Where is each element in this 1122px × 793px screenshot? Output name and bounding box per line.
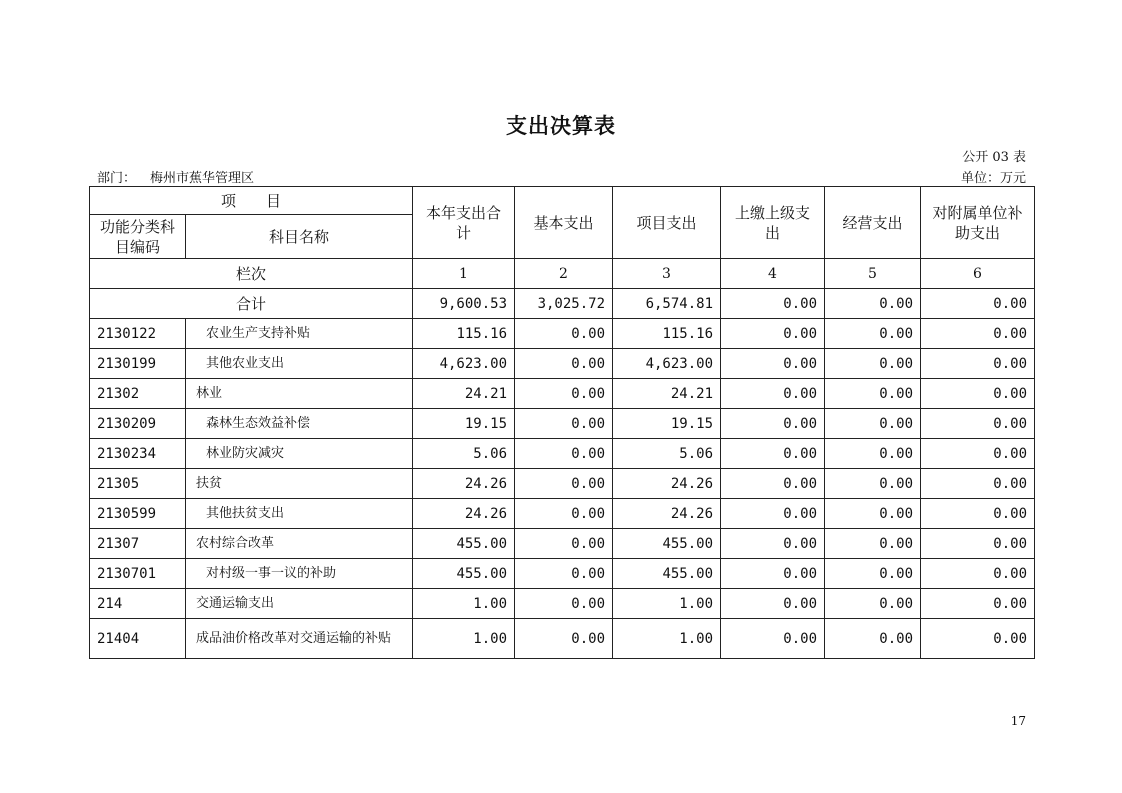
header-func-class: 功能分类科目编码 bbox=[90, 215, 186, 259]
department-value: 梅州市蕉华管理区 bbox=[150, 171, 255, 186]
row-code: 2130701 bbox=[90, 559, 186, 589]
row-value: 0.00 bbox=[515, 409, 613, 439]
row-value: 24.26 bbox=[613, 499, 721, 529]
row-value: 24.26 bbox=[613, 469, 721, 499]
row-code: 2130209 bbox=[90, 409, 186, 439]
row-value: 0.00 bbox=[515, 379, 613, 409]
table-row bbox=[90, 409, 1035, 439]
department-label: 部门： bbox=[97, 171, 137, 186]
total-value: 0.00 bbox=[721, 289, 825, 319]
row-value: 0.00 bbox=[721, 559, 825, 589]
row-name: 森林生态效益补偿 bbox=[186, 409, 413, 439]
row-name: 林业防灾减灾 bbox=[186, 439, 413, 469]
row-value: 0.00 bbox=[825, 619, 921, 659]
row-name: 其他农业支出 bbox=[186, 349, 413, 379]
row-value: 24.26 bbox=[413, 469, 515, 499]
row-value: 0.00 bbox=[721, 499, 825, 529]
row-value: 0.00 bbox=[921, 319, 1035, 349]
row-name: 农村综合改革 bbox=[186, 529, 413, 559]
row-value: 0.00 bbox=[921, 409, 1035, 439]
row-name: 扶贫 bbox=[186, 469, 413, 499]
header-col-2: 基本支出 bbox=[515, 187, 613, 259]
row-code: 2130599 bbox=[90, 499, 186, 529]
row-value: 0.00 bbox=[921, 529, 1035, 559]
row-value: 0.00 bbox=[825, 559, 921, 589]
row-name: 农业生产支持补贴 bbox=[186, 319, 413, 349]
row-value: 24.26 bbox=[413, 499, 515, 529]
row-value: 0.00 bbox=[921, 559, 1035, 589]
row-code: 214 bbox=[90, 589, 186, 619]
table-row bbox=[90, 379, 1035, 409]
page-title: 支出决算表 bbox=[506, 113, 616, 138]
row-value: 5.06 bbox=[613, 439, 721, 469]
row-value: 0.00 bbox=[825, 439, 921, 469]
row-code: 21302 bbox=[90, 379, 186, 409]
row-value: 0.00 bbox=[921, 439, 1035, 469]
row-name: 成品油价格改革对交通运输的补贴 bbox=[186, 619, 413, 659]
table-row bbox=[90, 589, 1035, 619]
row-value: 0.00 bbox=[721, 589, 825, 619]
total-value: 9,600.53 bbox=[413, 289, 515, 319]
row-value: 4,623.00 bbox=[613, 349, 721, 379]
row-value: 0.00 bbox=[825, 529, 921, 559]
row-value: 0.00 bbox=[721, 469, 825, 499]
lanci-6: 6 bbox=[921, 259, 1035, 289]
expenditure-table bbox=[89, 186, 1035, 659]
row-value: 0.00 bbox=[721, 619, 825, 659]
header-col-5: 经营支出 bbox=[825, 187, 921, 259]
row-value: 0.00 bbox=[921, 499, 1035, 529]
row-value: 0.00 bbox=[921, 349, 1035, 379]
table-row bbox=[90, 349, 1035, 379]
row-value: 115.16 bbox=[413, 319, 515, 349]
row-value: 0.00 bbox=[921, 379, 1035, 409]
row-value: 0.00 bbox=[515, 499, 613, 529]
form-number: 公开 03 表 bbox=[962, 150, 1026, 165]
row-value: 455.00 bbox=[613, 559, 721, 589]
row-code: 21404 bbox=[90, 619, 186, 659]
total-value: 3,025.72 bbox=[515, 289, 613, 319]
row-value: 0.00 bbox=[825, 409, 921, 439]
table-row bbox=[90, 469, 1035, 499]
row-value: 0.00 bbox=[921, 589, 1035, 619]
row-value: 0.00 bbox=[515, 559, 613, 589]
row-code: 21305 bbox=[90, 469, 186, 499]
header-col-4: 上缴上级支出 bbox=[721, 187, 825, 259]
row-value: 0.00 bbox=[825, 379, 921, 409]
department bbox=[97, 167, 254, 186]
row-value: 0.00 bbox=[721, 529, 825, 559]
row-value: 5.06 bbox=[413, 439, 515, 469]
header-item: 项 目 bbox=[90, 187, 413, 215]
header-col-1: 本年支出合计 bbox=[413, 187, 515, 259]
row-name: 其他扶贫支出 bbox=[186, 499, 413, 529]
row-value: 0.00 bbox=[921, 469, 1035, 499]
row-value: 1.00 bbox=[613, 619, 721, 659]
table-row bbox=[90, 529, 1035, 559]
lanci-4: 4 bbox=[721, 259, 825, 289]
row-value: 0.00 bbox=[515, 349, 613, 379]
lanci-5: 5 bbox=[825, 259, 921, 289]
row-value: 0.00 bbox=[721, 439, 825, 469]
header-col-6: 对附属单位补助支出 bbox=[921, 187, 1035, 259]
row-value: 4,623.00 bbox=[413, 349, 515, 379]
row-value: 0.00 bbox=[515, 589, 613, 619]
row-value: 19.15 bbox=[613, 409, 721, 439]
header-subject-name: 科目名称 bbox=[186, 215, 413, 259]
row-name: 林业 bbox=[186, 379, 413, 409]
total-value: 0.00 bbox=[825, 289, 921, 319]
row-code: 2130122 bbox=[90, 319, 186, 349]
row-value: 115.16 bbox=[613, 319, 721, 349]
unit-label: 单位：万元 bbox=[960, 171, 1026, 186]
page-number: 17 bbox=[1010, 714, 1026, 728]
row-code: 2130199 bbox=[90, 349, 186, 379]
table-row bbox=[90, 499, 1035, 529]
row-value: 0.00 bbox=[825, 499, 921, 529]
row-value: 1.00 bbox=[413, 589, 515, 619]
row-value: 0.00 bbox=[825, 469, 921, 499]
table-row bbox=[90, 559, 1035, 589]
row-value: 0.00 bbox=[515, 439, 613, 469]
lanci-3: 3 bbox=[613, 259, 721, 289]
row-value: 0.00 bbox=[825, 349, 921, 379]
row-value: 1.00 bbox=[613, 589, 721, 619]
row-value: 0.00 bbox=[825, 319, 921, 349]
row-value: 0.00 bbox=[515, 619, 613, 659]
row-value: 0.00 bbox=[515, 319, 613, 349]
table-row bbox=[90, 619, 1035, 659]
row-value: 455.00 bbox=[613, 529, 721, 559]
row-value: 24.21 bbox=[613, 379, 721, 409]
row-value: 0.00 bbox=[721, 319, 825, 349]
row-value: 1.00 bbox=[413, 619, 515, 659]
row-name: 对村级一事一议的补助 bbox=[186, 559, 413, 589]
header-col-3: 项目支出 bbox=[613, 187, 721, 259]
lanci-2: 2 bbox=[515, 259, 613, 289]
total-label: 合计 bbox=[90, 289, 413, 319]
row-value: 0.00 bbox=[515, 529, 613, 559]
lanci-1: 1 bbox=[413, 259, 515, 289]
row-name: 交通运输支出 bbox=[186, 589, 413, 619]
row-value: 0.00 bbox=[825, 589, 921, 619]
lanci-label: 栏次 bbox=[90, 259, 413, 289]
total-row bbox=[90, 289, 1035, 319]
row-value: 0.00 bbox=[721, 379, 825, 409]
row-code: 2130234 bbox=[90, 439, 186, 469]
table-row bbox=[90, 439, 1035, 469]
row-value: 0.00 bbox=[721, 349, 825, 379]
row-value: 0.00 bbox=[721, 409, 825, 439]
row-value: 0.00 bbox=[921, 619, 1035, 659]
table-row bbox=[90, 319, 1035, 349]
row-value: 0.00 bbox=[515, 469, 613, 499]
row-value: 19.15 bbox=[413, 409, 515, 439]
row-code: 21307 bbox=[90, 529, 186, 559]
total-value: 6,574.81 bbox=[613, 289, 721, 319]
row-value: 455.00 bbox=[413, 559, 515, 589]
row-value: 24.21 bbox=[413, 379, 515, 409]
row-value: 455.00 bbox=[413, 529, 515, 559]
total-value: 0.00 bbox=[921, 289, 1035, 319]
